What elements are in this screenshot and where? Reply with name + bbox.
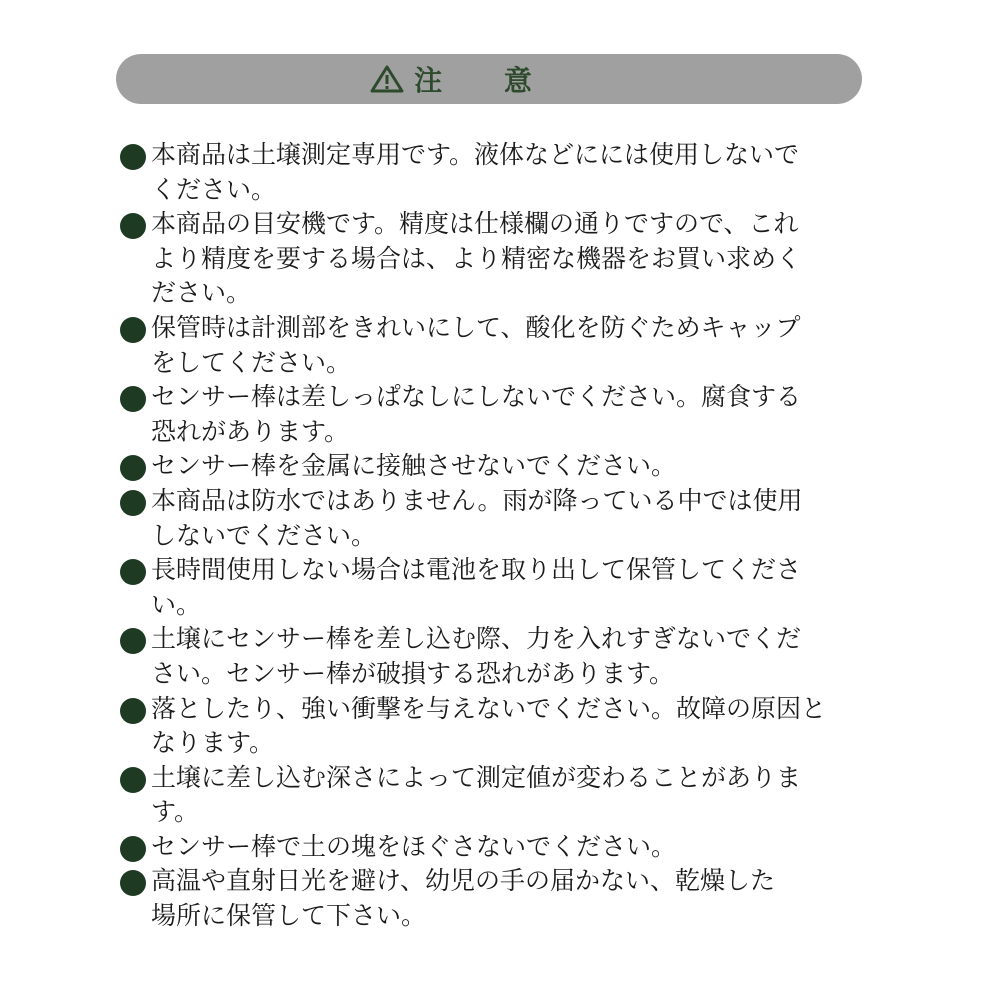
caution-item bbox=[120, 622, 862, 691]
caution-header bbox=[116, 54, 862, 104]
bullet-icon bbox=[120, 628, 146, 654]
caution-item-line: 落としたり、強い衝撃を与えないでください。故障の原因と bbox=[151, 693, 827, 723]
caution-item bbox=[120, 761, 862, 830]
caution-item-line: 恐れがあります。 bbox=[151, 416, 350, 446]
warning-triangle-icon bbox=[370, 65, 404, 93]
caution-item-line: センサー棒を金属に接触させないでください。 bbox=[151, 451, 677, 481]
bullet-icon bbox=[120, 836, 146, 862]
caution-item-line: センサー棒は差しっぱなしにしないでください。腐食する bbox=[151, 382, 802, 412]
caution-item-line: なります。 bbox=[151, 728, 275, 758]
caution-item-line: 高温や直射日光を避け、幼児の手の届かない、乾燥した bbox=[151, 866, 776, 896]
bullet-icon bbox=[120, 559, 146, 585]
caution-item-line: しないでください。 bbox=[151, 520, 377, 550]
caution-item-line: 土壌にセンサー棒を差し込む際、力を入れすぎないでくだ bbox=[151, 624, 802, 654]
caution-item-line: 場所に保管して下さい。 bbox=[151, 901, 427, 931]
caution-item-line: より精度を要する場合は、より精密な機器をお買い求めく bbox=[151, 243, 802, 273]
caution-list bbox=[120, 138, 862, 934]
caution-item bbox=[120, 830, 862, 865]
caution-title: 注 意 bbox=[414, 64, 558, 97]
bullet-icon bbox=[120, 870, 146, 896]
bullet-icon bbox=[120, 144, 146, 170]
caution-item bbox=[120, 692, 862, 761]
caution-item bbox=[120, 380, 862, 449]
caution-item-line: す。 bbox=[151, 797, 200, 827]
caution-item-line: 本商品は防水ではありません。雨が降っている中では使用 bbox=[151, 485, 803, 515]
bullet-icon bbox=[120, 317, 146, 343]
caution-item-line: をしてください。 bbox=[151, 347, 352, 377]
caution-item-line: ください。 bbox=[151, 174, 277, 204]
caution-item-line: 長時間使用しない場合は電池を取り出して保管してくださ bbox=[151, 555, 802, 585]
caution-header-content bbox=[370, 59, 558, 99]
caution-item-line: い。 bbox=[151, 589, 202, 619]
caution-item bbox=[120, 138, 862, 207]
caution-item bbox=[120, 553, 862, 622]
caution-item-line: 土壌に差し込む深さによって測定値が変わることがありま bbox=[151, 762, 802, 792]
bullet-icon bbox=[120, 767, 146, 793]
caution-item bbox=[120, 311, 862, 380]
bullet-icon bbox=[120, 213, 146, 239]
caution-item bbox=[120, 449, 862, 484]
caution-item bbox=[120, 484, 862, 553]
caution-item-line: 保管時は計測部をきれいにして、酸化を防ぐためキャップ bbox=[151, 312, 801, 342]
caution-item-line: 本商品の目安機です。精度は仕様欄の通りですので、これ bbox=[151, 209, 799, 239]
caution-item bbox=[120, 864, 862, 933]
bullet-icon bbox=[120, 698, 146, 724]
bullet-icon bbox=[120, 386, 146, 412]
caution-item-line: ださい。 bbox=[151, 278, 252, 308]
caution-item-line: 本商品は土壌測定専用です。液体などにには使用しないで bbox=[151, 140, 800, 169]
bullet-icon bbox=[120, 455, 146, 481]
caution-item bbox=[120, 207, 862, 311]
caution-item-line: さい。センサー棒が破損する恐れがあります。 bbox=[151, 658, 675, 688]
bullet-icon bbox=[120, 490, 146, 516]
caution-item-line: センサー棒で土の塊をほぐさないでください。 bbox=[151, 831, 677, 861]
